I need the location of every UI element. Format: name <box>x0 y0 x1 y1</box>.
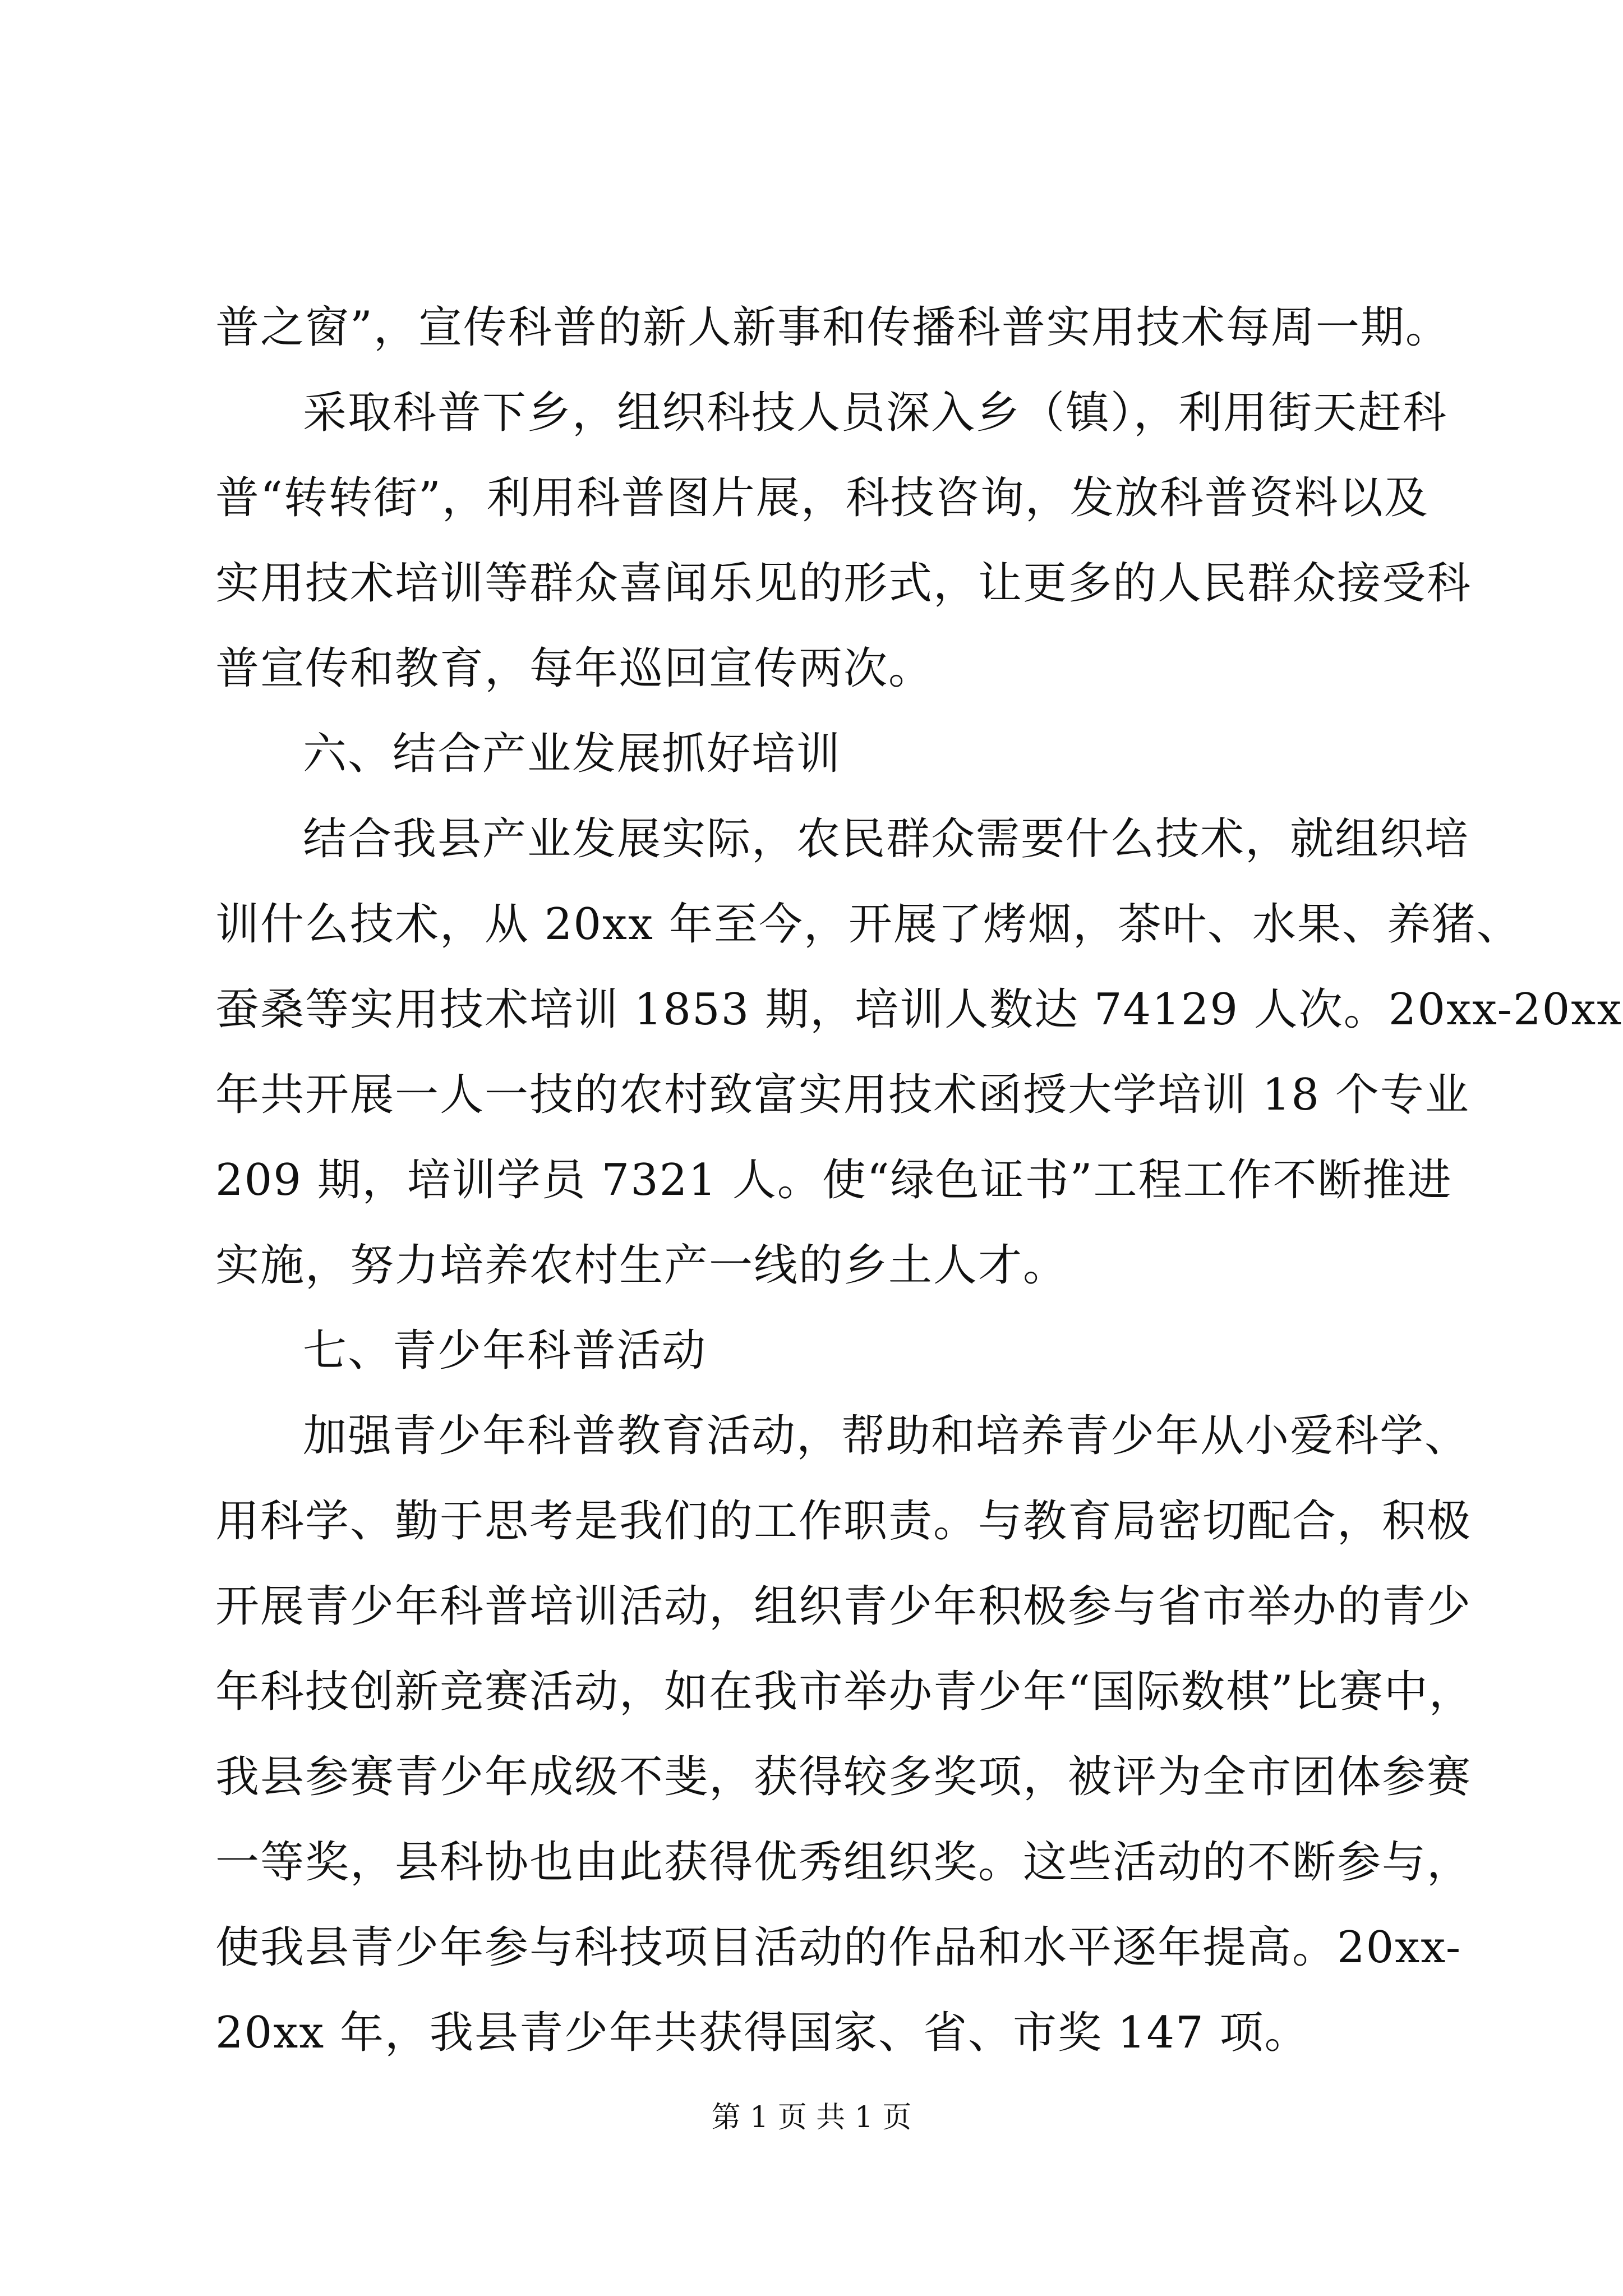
text-line: 年科技创新竞赛活动，如在我市举办青少年“国际数棋”比赛中， <box>215 1667 1474 1717</box>
text-line: 加强青少年科普教育活动，帮助和培养青少年从小爱科学、 <box>303 1411 1470 1461</box>
text-line: 一等奖，县科协也由此获得优秀组织奖。这些活动的不断参与， <box>215 1837 1472 1888</box>
text-line: 我县参赛青少年成级不斐，获得较多奖项，被评为全市团体参赛 <box>215 1752 1472 1802</box>
text-line: 普宣传和教育，每年巡回宣传两次。 <box>215 643 934 694</box>
text-line: 蚕桑等实用技术培训 1853 期，培训人数达 74129 人次。20xx-20xx <box>215 984 1623 1035</box>
text-line: 20xx 年，我县青少年共获得国家、省、市奖 147 项。 <box>215 2008 1310 2058</box>
text-line: 实施，努力培养农村生产一线的乡土人才。 <box>215 1240 1068 1291</box>
text-line: 普之窗”，宣传科普的新人新事和传播科普实用技术每周一期。 <box>215 302 1450 353</box>
section-heading: 六、结合产业发展抓好培训 <box>303 729 842 779</box>
text-line: 年共开展一人一技的农村致富实用技术函授大学培训 18 个专业 <box>215 1070 1470 1120</box>
text-line: 开展青少年科普培训活动，组织青少年积极参与省市举办的青少 <box>215 1581 1472 1632</box>
text-line: 结合我县产业发展实际，农民群众需要什么技术，就组织培 <box>303 814 1470 864</box>
text-line: 采取科普下乡，组织科技人员深入乡（镇），利用街天赶科 <box>303 388 1448 438</box>
text-line: 实用技术培训等群众喜闻乐见的形式，让更多的人民群众接受科 <box>215 558 1472 609</box>
text-line: 用科学、勤于思考是我们的工作职责。与教育局密切配合，积极 <box>215 1496 1472 1547</box>
section-heading: 七、青少年科普活动 <box>303 1326 707 1376</box>
text-line: 普“转转街”，利用科普图片展，科技咨询，发放科普资料以及 <box>215 473 1429 523</box>
text-line: 使我县青少年参与科技项目活动的作品和水平逐年提高。20xx- <box>215 1922 1462 1973</box>
text-line: 训什么技术，从 20xx 年至今，开展了烤烟，茶叶、水果、养猪、 <box>215 899 1521 950</box>
page-number-footer: 第 1 页 共 1 页 <box>711 2101 912 2134</box>
text-line: 209 期，培训学员 7321 人。使“绿色证书”工程工作不断推进 <box>215 1155 1453 1205</box>
